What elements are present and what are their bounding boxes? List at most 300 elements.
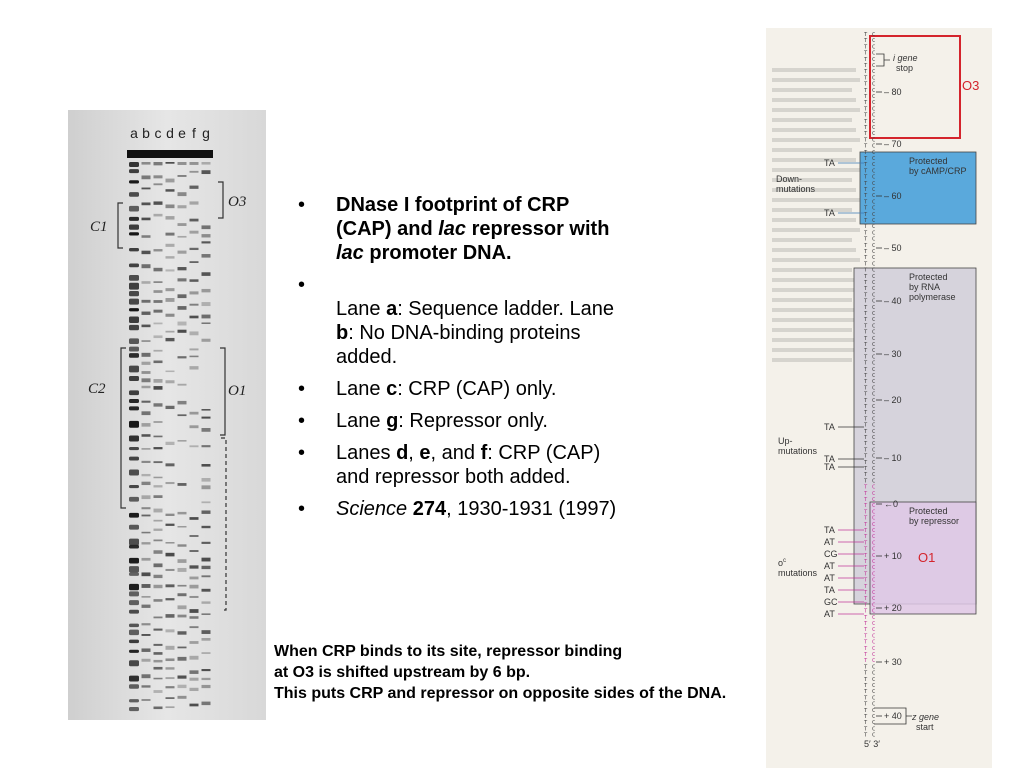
svg-text:T: T — [864, 707, 868, 714]
svg-text:C: C — [872, 627, 876, 634]
svg-text:C: C — [872, 168, 876, 175]
svg-text:C: C — [872, 484, 876, 491]
svg-text:C: C — [872, 590, 876, 596]
svg-text:C: C — [872, 503, 876, 510]
svg-text:T: T — [864, 118, 868, 125]
svg-text:T: T — [864, 577, 868, 584]
svg-text:C: C — [872, 100, 876, 107]
svg-text:T: T — [864, 633, 868, 640]
svg-text:T: T — [864, 311, 868, 317]
z-gene-start-line1: z gene — [912, 712, 940, 722]
svg-text:T: T — [864, 143, 868, 150]
bullet-text-bold: c — [386, 378, 398, 400]
svg-text:C: C — [872, 540, 876, 547]
svg-text:C: C — [872, 366, 876, 373]
svg-text:C: C — [872, 125, 876, 131]
svg-text:T: T — [864, 453, 868, 460]
protected-camp-line2: by cAMP/CRP — [909, 166, 967, 176]
bullet-text-bold: g — [386, 410, 399, 432]
svg-text:C: C — [872, 379, 876, 386]
position-label: – 80 — [884, 87, 902, 97]
svg-text:C: C — [872, 255, 876, 262]
svg-text:C: C — [872, 298, 876, 305]
svg-text:T: T — [864, 639, 868, 646]
svg-text:C: C — [872, 720, 876, 727]
svg-text:T: T — [864, 658, 868, 665]
mutation-pair: TA — [824, 462, 835, 472]
svg-text:C: C — [872, 577, 876, 584]
svg-text:T: T — [864, 75, 868, 82]
caption-line: This puts CRP and repressor on opposite sides of the DNA. — [274, 685, 727, 702]
i-gene-stop-line1: i gene — [893, 53, 918, 63]
svg-text:T: T — [864, 546, 868, 553]
svg-text:C: C — [872, 664, 876, 671]
svg-text:C: C — [872, 546, 876, 553]
svg-text:C: C — [872, 335, 876, 342]
svg-text:C: C — [872, 286, 876, 293]
svg-text:T: T — [864, 236, 868, 243]
svg-text:T: T — [864, 342, 868, 348]
svg-text:C: C — [872, 205, 876, 212]
svg-text:T: T — [864, 422, 868, 429]
svg-text:T: T — [864, 366, 868, 373]
svg-text:C: C — [872, 441, 876, 448]
svg-text:T: T — [864, 428, 868, 435]
protected-camp-line1: Protected — [909, 156, 948, 166]
bullet-text: : CRP (CAP) only. — [397, 378, 557, 400]
svg-text:T: T — [864, 583, 868, 590]
svg-text:C: C — [872, 304, 876, 311]
svg-text:C: C — [872, 385, 876, 392]
svg-text:C: C — [872, 149, 876, 156]
svg-text:T: T — [864, 298, 868, 305]
svg-text:C: C — [872, 521, 876, 528]
bullet-text: : Sequence ladder. Lane — [397, 298, 615, 320]
svg-text:C: C — [872, 497, 876, 503]
position-label: – 50 — [884, 243, 902, 253]
o3-label: O3 — [228, 194, 247, 210]
svg-text:C: C — [872, 342, 876, 348]
svg-text:C: C — [872, 230, 876, 237]
svg-text:C: C — [872, 732, 876, 739]
bullet-text: , 1930-1931 (1997) — [446, 498, 617, 520]
svg-text:T: T — [864, 50, 868, 57]
mutation-pair: AT — [824, 573, 835, 583]
svg-text:T: T — [864, 261, 868, 268]
mutation-pair: TA — [824, 454, 835, 464]
svg-text:T: T — [864, 218, 868, 224]
gel-lane-letter: e — [178, 125, 186, 141]
svg-text:T: T — [864, 149, 868, 156]
c2-label: C2 — [88, 381, 106, 397]
position-label: – 10 — [884, 453, 902, 463]
svg-text:T: T — [864, 459, 868, 466]
svg-text:T: T — [864, 645, 868, 652]
gel-lane-letter: b — [142, 125, 150, 141]
svg-text:C: C — [872, 670, 876, 677]
i-gene-stop-line2: stop — [896, 63, 914, 73]
svg-text:T: T — [864, 521, 868, 528]
svg-text:T: T — [864, 174, 868, 181]
svg-text:C: C — [872, 639, 876, 646]
bullet-text-bold: a — [386, 298, 398, 320]
svg-text:C: C — [872, 118, 876, 125]
svg-text:T: T — [864, 565, 868, 572]
position-label: + 10 — [884, 551, 902, 561]
mutation-pair: AT — [824, 561, 835, 571]
bullet-text-bold: e — [419, 442, 431, 464]
protected-rnap-line2: by RNA — [909, 282, 941, 292]
svg-text:C: C — [872, 707, 876, 714]
up-mutations-line1: Up- — [778, 436, 793, 446]
c1-label: C1 — [90, 219, 108, 235]
svg-text:T: T — [864, 571, 868, 578]
svg-text:T: T — [864, 404, 868, 410]
svg-text:C: C — [872, 596, 876, 603]
svg-text:C: C — [872, 614, 876, 621]
svg-text:C: C — [872, 652, 876, 658]
bullet-text: Lane — [336, 378, 387, 400]
caption-line: When CRP binds to its site, repressor binding — [274, 643, 623, 660]
svg-text:T: T — [864, 193, 868, 200]
svg-text:T: T — [864, 497, 868, 503]
svg-text:C: C — [872, 44, 876, 51]
position-label: – 40 — [884, 296, 902, 306]
svg-text:C: C — [872, 280, 876, 286]
svg-text:T: T — [864, 360, 868, 367]
svg-text:C: C — [872, 354, 876, 361]
svg-text:T: T — [864, 211, 868, 218]
gel-lane-letter: d — [166, 125, 174, 141]
bullet-text: Lane — [336, 298, 387, 320]
o3-label: O3 — [962, 78, 980, 93]
svg-text:T: T — [864, 720, 868, 727]
svg-text:C: C — [872, 360, 876, 367]
svg-text:C: C — [872, 323, 876, 330]
gel-image — [68, 110, 266, 720]
svg-text:T: T — [864, 484, 868, 491]
strand-ends: 5′ 3′ — [864, 739, 880, 749]
svg-text:T: T — [864, 112, 868, 119]
mutation-pair: AT — [824, 609, 835, 619]
svg-text:C: C — [872, 466, 876, 472]
position-label: ←0 — [884, 499, 899, 509]
svg-text:T: T — [864, 416, 868, 423]
bullet-text: DNase I footprint of CRP (CAP) and — [336, 194, 569, 240]
svg-text:T: T — [864, 509, 868, 516]
svg-text:T: T — [864, 441, 868, 448]
bullet-text-bold: 274 — [412, 498, 447, 520]
svg-text:T: T — [864, 466, 868, 472]
svg-text:C: C — [872, 534, 876, 541]
svg-text:C: C — [872, 218, 876, 224]
svg-text:T: T — [864, 670, 868, 677]
svg-text:T: T — [864, 714, 868, 720]
svg-text:C: C — [872, 552, 876, 559]
svg-text:C: C — [872, 689, 876, 696]
svg-text:C: C — [872, 187, 876, 193]
svg-text:T: T — [864, 627, 868, 634]
down-mutations-line1: Down- — [776, 174, 803, 184]
svg-text:T: T — [864, 695, 868, 702]
svg-text:C: C — [872, 435, 876, 441]
bullet-text-bold: f — [480, 442, 488, 464]
position-label: + 30 — [884, 657, 902, 667]
svg-text:T: T — [864, 323, 868, 330]
svg-text:T: T — [864, 515, 868, 522]
svg-text:T: T — [864, 255, 868, 262]
svg-text:T: T — [864, 354, 868, 361]
promoter-map — [766, 28, 992, 768]
svg-text:T: T — [864, 168, 868, 175]
bullet-text: : CRP (CAP) and repressor both added. — [336, 442, 601, 488]
svg-text:T: T — [864, 199, 868, 206]
svg-text:T: T — [864, 156, 868, 162]
bullet-item — [298, 377, 628, 401]
svg-text:T: T — [864, 87, 868, 94]
svg-text:C: C — [872, 63, 876, 69]
protected-rnap-line3: polymerase — [909, 292, 956, 302]
svg-text:C: C — [872, 428, 876, 435]
svg-text:C: C — [872, 676, 876, 683]
mutation-pair: TA — [824, 525, 835, 535]
protected-repressor-line2: by repressor — [909, 516, 960, 526]
svg-text:T: T — [864, 676, 868, 683]
svg-text:T: T — [864, 348, 868, 355]
svg-text:T: T — [864, 56, 868, 63]
svg-text:C: C — [872, 50, 876, 57]
svg-text:C: C — [872, 69, 876, 76]
svg-text:T: T — [864, 447, 868, 454]
svg-text:T: T — [864, 162, 868, 169]
svg-text:T: T — [864, 69, 868, 76]
svg-text:T: T — [864, 230, 868, 237]
svg-text:T: T — [864, 435, 868, 441]
bullet-text: Lanes — [336, 442, 397, 464]
bullet-text-italic: lac — [438, 218, 467, 240]
mutation-pair: AT — [824, 537, 835, 547]
svg-text:T: T — [864, 385, 868, 392]
svg-text:C: C — [872, 404, 876, 410]
gel-lane-letter: c — [154, 125, 162, 141]
svg-text:C: C — [872, 453, 876, 460]
oc-mutations-line1: $o^c$ — [778, 558, 787, 568]
svg-text:C: C — [872, 397, 876, 404]
position-label: + 40 — [884, 711, 902, 721]
svg-text:C: C — [872, 273, 876, 280]
bullet-text: promoter DNA. — [363, 242, 512, 264]
svg-text:C: C — [872, 261, 876, 268]
up-mutations-line2: mutations — [778, 446, 818, 456]
svg-text:T: T — [864, 534, 868, 541]
bullet-list — [298, 193, 628, 529]
svg-text:C: C — [872, 571, 876, 578]
gel-lane-letter: a — [130, 125, 138, 141]
svg-text:T: T — [864, 180, 868, 187]
svg-text:C: C — [872, 211, 876, 218]
svg-text:C: C — [872, 373, 876, 379]
o1-label: O1 — [918, 550, 936, 565]
svg-text:T: T — [864, 490, 868, 497]
position-label: – 30 — [884, 349, 902, 359]
bullet-item — [298, 409, 628, 433]
svg-text:T: T — [864, 373, 868, 379]
svg-text:T: T — [864, 689, 868, 696]
svg-text:T: T — [864, 732, 868, 739]
svg-text:T: T — [864, 397, 868, 404]
svg-text:T: T — [864, 590, 868, 596]
svg-text:T: T — [864, 81, 868, 88]
svg-text:C: C — [872, 162, 876, 169]
svg-text:T: T — [864, 335, 868, 342]
svg-text:C: C — [872, 633, 876, 640]
svg-text:C: C — [872, 199, 876, 206]
mutation-pair: CG — [824, 549, 838, 559]
svg-text:C: C — [872, 87, 876, 94]
svg-text:C: C — [872, 32, 876, 38]
svg-text:T: T — [864, 528, 868, 534]
svg-text:T: T — [864, 614, 868, 621]
gel-lane-letter: f — [192, 125, 196, 141]
svg-text:C: C — [872, 472, 876, 479]
svg-text:C: C — [872, 94, 876, 100]
position-label: – 20 — [884, 395, 902, 405]
svg-text:C: C — [872, 528, 876, 534]
svg-text:C: C — [872, 490, 876, 497]
svg-text:T: T — [864, 38, 868, 45]
svg-text:C: C — [872, 726, 876, 733]
bullet-text: : No DNA-binding proteins added. — [336, 322, 581, 368]
down-mutations-line2: mutations — [776, 184, 816, 194]
svg-text:C: C — [872, 559, 876, 565]
bullet-text: Lane — [336, 410, 387, 432]
svg-text:T: T — [864, 249, 868, 255]
bullet-item — [298, 193, 628, 265]
svg-text:T: T — [864, 472, 868, 479]
svg-text:C: C — [872, 695, 876, 702]
svg-text:T: T — [864, 683, 868, 689]
svg-text:C: C — [872, 81, 876, 88]
svg-text:T: T — [864, 540, 868, 547]
svg-text:C: C — [872, 75, 876, 82]
svg-text:C: C — [872, 515, 876, 522]
bullet-item — [298, 497, 628, 521]
svg-text:T: T — [864, 131, 868, 138]
svg-text:T: T — [864, 410, 868, 417]
svg-text:C: C — [872, 329, 876, 336]
svg-text:C: C — [872, 143, 876, 150]
svg-text:C: C — [872, 565, 876, 572]
svg-text:T: T — [864, 187, 868, 193]
svg-text:C: C — [872, 224, 876, 231]
svg-text:C: C — [872, 608, 876, 615]
bullet-text-italic: Science — [336, 498, 408, 520]
protected-repressor-line1: Protected — [909, 506, 948, 516]
svg-text:C: C — [872, 106, 876, 113]
svg-text:C: C — [872, 658, 876, 665]
oc-mutations-line2: mutations — [778, 568, 818, 578]
svg-text:C: C — [872, 583, 876, 590]
position-label: – 70 — [884, 139, 902, 149]
mutation-pair: TA — [824, 158, 835, 168]
svg-text:C: C — [872, 236, 876, 243]
svg-text:T: T — [864, 503, 868, 510]
svg-text:T: T — [864, 205, 868, 212]
svg-text:T: T — [864, 32, 868, 38]
svg-text:C: C — [872, 602, 876, 609]
position-label: + 20 — [884, 603, 902, 613]
svg-text:T: T — [864, 44, 868, 51]
svg-text:C: C — [872, 478, 876, 485]
svg-text:C: C — [872, 292, 876, 299]
o1-label: O1 — [228, 383, 247, 399]
bullet-text: , and — [430, 442, 481, 464]
svg-text:C: C — [872, 410, 876, 417]
svg-text:T: T — [864, 286, 868, 293]
svg-text:T: T — [864, 664, 868, 671]
svg-text:T: T — [864, 552, 868, 559]
svg-text:C: C — [872, 156, 876, 162]
svg-text:T: T — [864, 63, 868, 69]
svg-text:T: T — [864, 701, 868, 708]
mutation-pair: GC — [824, 597, 838, 607]
svg-text:C: C — [872, 56, 876, 63]
svg-text:C: C — [872, 317, 876, 324]
bullet-text-bold: d — [396, 442, 409, 464]
gel-lane-letter: g — [202, 125, 210, 141]
svg-text:T: T — [864, 652, 868, 658]
svg-text:C: C — [872, 112, 876, 119]
svg-text:T: T — [864, 596, 868, 603]
mutation-pair: TA — [824, 208, 835, 218]
svg-text:C: C — [872, 701, 876, 708]
svg-text:C: C — [872, 645, 876, 652]
svg-text:C: C — [872, 683, 876, 689]
svg-text:C: C — [872, 459, 876, 466]
svg-text:T: T — [864, 478, 868, 485]
svg-text:T: T — [864, 304, 868, 311]
svg-text:C: C — [872, 137, 876, 144]
svg-text:T: T — [864, 608, 868, 615]
svg-text:C: C — [872, 416, 876, 423]
svg-text:C: C — [872, 509, 876, 516]
position-label: – 60 — [884, 191, 902, 201]
svg-text:C: C — [872, 621, 876, 627]
svg-text:T: T — [864, 137, 868, 144]
svg-text:T: T — [864, 391, 868, 398]
svg-text:C: C — [872, 422, 876, 429]
bullet-item — [298, 273, 628, 369]
svg-text:T: T — [864, 273, 868, 280]
svg-text:C: C — [872, 391, 876, 398]
svg-text:T: T — [864, 317, 868, 324]
svg-text:C: C — [872, 131, 876, 138]
bullet-text-italic: lac — [336, 242, 364, 264]
svg-text:T: T — [864, 267, 868, 274]
svg-text:C: C — [872, 249, 876, 255]
svg-text:C: C — [872, 174, 876, 181]
caption-line: at O3 is shifted upstream by 6 bp. — [274, 664, 531, 681]
svg-text:T: T — [864, 621, 868, 627]
protected-rnap-line1: Protected — [909, 272, 948, 282]
svg-text:T: T — [864, 602, 868, 609]
bullet-text-bold: b — [336, 322, 349, 344]
svg-text:T: T — [864, 280, 868, 286]
svg-text:T: T — [864, 100, 868, 107]
gel-wells — [127, 150, 213, 158]
svg-text:C: C — [872, 447, 876, 454]
svg-text:T: T — [864, 379, 868, 386]
